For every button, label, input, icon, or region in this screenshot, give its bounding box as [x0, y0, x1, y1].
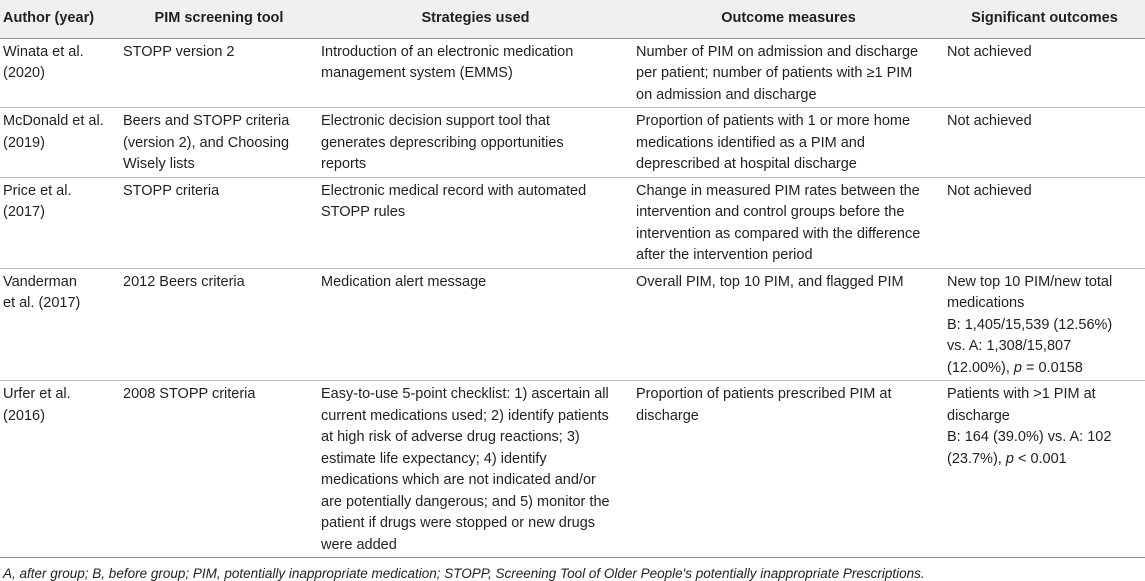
cell-line: (2017) — [3, 204, 45, 220]
cell-line: generates deprescribing opportunities — [321, 134, 564, 151]
cell-line: Wisely lists — [123, 156, 195, 172]
cell-line: reports — [321, 156, 367, 172]
cell-line: (2020) — [3, 65, 45, 81]
cell-line: McDonald et al. — [3, 113, 104, 129]
cell-line: Electronic decision support tool that — [321, 113, 550, 129]
table-row — [0, 268, 1145, 381]
cell-strategies — [318, 38, 633, 108]
cell-line: Winata et al. — [3, 43, 84, 60]
cell-tool — [120, 268, 318, 381]
cell-line: STOPP version 2 — [123, 43, 235, 60]
cell-line: B: 1,405/15,539 (12.56%) — [947, 316, 1113, 333]
cell-outcomes — [633, 177, 944, 268]
cell-tool — [120, 38, 318, 108]
table-row — [0, 381, 1145, 558]
cell-strategies — [318, 177, 633, 268]
header-tool: PIM screening tool — [120, 0, 318, 38]
cell-tool — [120, 381, 318, 558]
table-row — [0, 38, 1145, 108]
cell-line: 2012 Beers criteria — [123, 273, 245, 290]
header-significant: Significant outcomes — [944, 0, 1145, 38]
table-row — [0, 177, 1145, 268]
cell-line: STOPP criteria — [123, 182, 220, 199]
cell-significant — [944, 177, 1145, 268]
cell-line: (23.7%), p < 0.001 — [947, 450, 1067, 467]
cell-line: Introduction of an electronic medication — [321, 43, 574, 60]
cell-line: estimate life expectancy; 4) identify — [321, 450, 547, 467]
cell-line: at high risk of adverse drug reactions; 3) — [321, 429, 580, 445]
header-strategies: Strategies used — [318, 0, 633, 38]
cell-line: 2008 STOPP criteria — [123, 386, 256, 402]
cell-line: medications identified as a PIM and — [636, 134, 865, 151]
cell-significant — [944, 381, 1145, 558]
cell-strategies — [318, 268, 633, 381]
cell-line: intervention and control groups before the — [636, 204, 905, 220]
cell-line: medications which are not indicated and/or — [321, 472, 596, 488]
cell-line: after the intervention period — [636, 247, 813, 263]
cell-outcomes — [633, 268, 944, 381]
cell-author — [0, 108, 120, 178]
cell-line: Proportion of patients prescribed PIM at — [636, 386, 892, 402]
header-outcomes: Outcome measures — [633, 0, 944, 38]
cell-outcomes — [633, 38, 944, 108]
cell-line: Change in measured PIM rates between the — [636, 182, 920, 199]
cell-line: intervention as compared with the difference — [636, 225, 921, 242]
cell-tool — [120, 177, 318, 268]
cell-line: are potentially dangerous; and 5) monitor the — [321, 493, 610, 510]
cell-line: management system (EMMS) — [321, 65, 513, 81]
cell-outcomes — [633, 108, 944, 178]
cell-line: current medications used; 2) identify patients — [321, 407, 609, 424]
cell-line: New top 10 PIM/new total — [947, 273, 1113, 290]
cell-line: deprescribed at hospital discharge — [636, 156, 857, 172]
cell-line: (2016) — [3, 407, 45, 424]
cell-line: Price et al. — [3, 182, 72, 199]
cell-line: Number of PIM on admission and discharge — [636, 43, 919, 60]
cell-line: discharge — [636, 407, 699, 424]
cell-line: Beers and STOPP criteria — [123, 113, 290, 129]
cell-significant — [944, 38, 1145, 108]
cell-line: (version 2), and Choosing — [123, 134, 290, 151]
cell-line: were added — [321, 536, 397, 553]
cell-strategies — [318, 108, 633, 178]
cell-line: Urfer et al. — [3, 386, 71, 402]
table-body — [0, 38, 1145, 558]
cell-line: Not achieved — [947, 113, 1032, 129]
cell-strategies — [318, 381, 633, 558]
cell-author — [0, 381, 120, 558]
table-header-row — [0, 0, 1145, 38]
cell-line: discharge — [947, 407, 1010, 424]
cell-line: Proportion of patients with 1 or more home — [636, 113, 911, 129]
cell-author — [0, 177, 120, 268]
cell-line: (2019) — [3, 134, 45, 151]
cell-line: vs. A: 1,308/15,807 — [947, 338, 1072, 354]
cell-significant — [944, 268, 1145, 381]
cell-line: Not achieved — [947, 182, 1032, 199]
cell-outcomes — [633, 381, 944, 558]
cell-line: medications — [947, 295, 1025, 311]
cell-line: per patient; number of patients with ≥1 PIM — [636, 65, 913, 81]
cell-line: patient if drugs were stopped or new drugs — [321, 515, 596, 531]
cell-line: Electronic medical record with automated — [321, 182, 587, 199]
table-footnote: A, after group; B, before group; PIM, potentially inappropriate medication; STOPP, Screening Tool of Older People's potentially inappropriate Prescriptions. — [3, 566, 925, 581]
cell-line: Vanderman — [3, 273, 77, 290]
cell-line: on admission and discharge — [636, 86, 817, 103]
cell-line: Medication alert message — [321, 273, 487, 290]
cell-line: Easy-to-use 5-point checklist: 1) ascertain all — [321, 386, 609, 402]
cell-line: et al. (2017) — [3, 295, 81, 311]
cell-line: B: 164 (39.0%) vs. A: 102 — [947, 429, 1112, 445]
cell-tool — [120, 108, 318, 178]
table-row — [0, 108, 1145, 178]
cell-author — [0, 38, 120, 108]
cell-line: STOPP rules — [321, 204, 406, 220]
cell-line: Patients with >1 PIM at — [947, 386, 1096, 402]
header-author: Author (year) — [0, 0, 120, 38]
cell-line: Not achieved — [947, 43, 1032, 60]
cell-significant — [944, 108, 1145, 178]
cell-line: Overall PIM, top 10 PIM, and flagged PIM — [636, 273, 904, 290]
cell-line: (12.00%), p = 0.0158 — [947, 359, 1083, 376]
cell-author — [0, 268, 120, 381]
